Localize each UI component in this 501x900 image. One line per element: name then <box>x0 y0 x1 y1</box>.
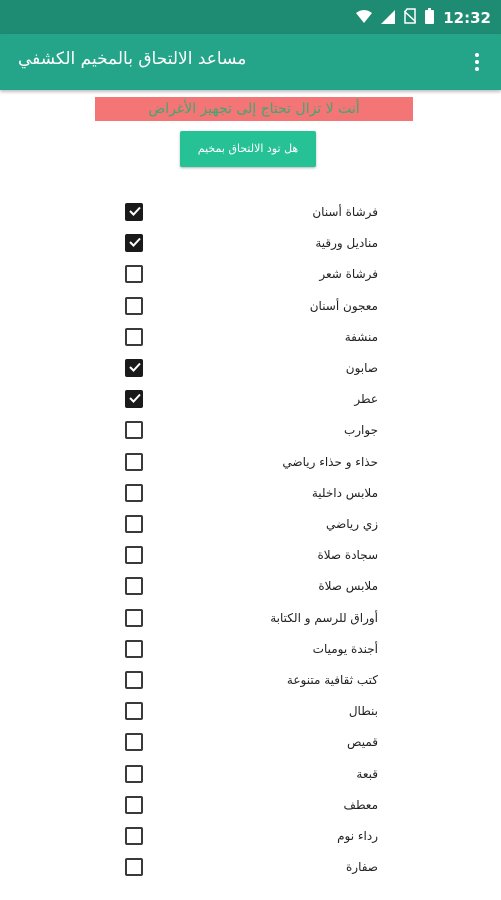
checklist-item-label: منشفة <box>344 329 378 344</box>
unchecked-checkbox[interactable] <box>125 765 143 783</box>
checklist-item-label: ملابس داخلية <box>311 485 378 500</box>
unchecked-checkbox[interactable] <box>125 796 143 814</box>
checklist-item[interactable] <box>0 198 501 229</box>
checklist-item-label: مناديل ورقية <box>315 236 378 251</box>
checklist-item[interactable] <box>0 385 501 416</box>
app-bar <box>0 34 501 90</box>
unchecked-checkbox[interactable] <box>125 702 143 720</box>
checklist-item[interactable] <box>0 292 501 323</box>
checklist-item[interactable] <box>0 541 501 572</box>
checklist-item[interactable] <box>0 229 501 260</box>
warning-banner: أنت لا تزال تحتاج إلى تجهيز الأغراض <box>95 97 413 121</box>
checklist-item[interactable] <box>0 416 501 447</box>
unchecked-checkbox[interactable] <box>125 515 143 533</box>
app-title: مساعد الالتحاق بالمخيم الكشفي <box>18 49 247 69</box>
signal-icon <box>381 9 395 28</box>
unchecked-checkbox[interactable] <box>125 421 143 439</box>
checklist-item[interactable] <box>0 697 501 728</box>
join-camp-button[interactable]: هل تود الالتحاق بمخيم <box>180 131 316 167</box>
checklist-item[interactable] <box>0 666 501 697</box>
unchecked-checkbox[interactable] <box>125 577 143 595</box>
checklist-item[interactable] <box>0 354 501 385</box>
unchecked-checkbox[interactable] <box>125 827 143 845</box>
checklist-item-label: فرشاة شعر <box>319 267 378 282</box>
checklist-item-label: بنطال <box>348 704 378 719</box>
unchecked-checkbox[interactable] <box>125 297 143 315</box>
checklist-item-label: سجادة صلاة <box>317 548 378 563</box>
checklist-item[interactable] <box>0 822 501 853</box>
checklist-item-label: معجون أسنان <box>309 298 378 313</box>
unchecked-checkbox[interactable] <box>125 453 143 471</box>
unchecked-checkbox[interactable] <box>125 640 143 658</box>
checklist-item[interactable] <box>0 791 501 822</box>
checklist-item-label: أوراق للرسم و الكتابة <box>270 610 378 625</box>
checklist-item-label: زي رياضي <box>326 517 378 531</box>
checklist-item[interactable] <box>0 448 501 479</box>
checklist-item-label: رداء نوم <box>337 829 378 843</box>
wifi-icon <box>356 9 372 28</box>
checklist-item[interactable] <box>0 604 501 635</box>
unchecked-checkbox[interactable] <box>125 671 143 689</box>
checked-checkbox[interactable] <box>125 390 143 408</box>
checklist-item[interactable] <box>0 853 501 884</box>
checklist-item-label: عطر <box>354 392 378 407</box>
checked-checkbox[interactable] <box>125 203 143 221</box>
checklist-item-label: صفارة <box>346 860 378 875</box>
checklist-item[interactable] <box>0 479 501 510</box>
checklist-item[interactable] <box>0 728 501 759</box>
status-icons <box>356 8 491 28</box>
checklist-item-label: قميص <box>347 735 378 750</box>
unchecked-checkbox[interactable] <box>125 858 143 876</box>
checklist-item-label: حذاء و حذاء رياضي <box>282 454 378 469</box>
checked-checkbox[interactable] <box>125 234 143 252</box>
checklist-item-label: معطف <box>343 797 378 812</box>
unchecked-checkbox[interactable] <box>125 609 143 627</box>
checklist-item[interactable] <box>0 323 501 354</box>
checklist-item-label: فرشاة أسنان <box>312 205 378 219</box>
unchecked-checkbox[interactable] <box>125 265 143 283</box>
battery-icon <box>425 8 434 28</box>
checklist-item-label: كتب ثقافية متنوعة <box>286 673 378 687</box>
unchecked-checkbox[interactable] <box>125 484 143 502</box>
checklist-item[interactable] <box>0 260 501 291</box>
unchecked-checkbox[interactable] <box>125 328 143 346</box>
no-sim-icon <box>404 8 416 28</box>
checklist-item-label: ملابس صلاة <box>318 579 378 594</box>
unchecked-checkbox[interactable] <box>125 546 143 564</box>
status-bar <box>0 0 501 34</box>
checklist-item[interactable] <box>0 760 501 791</box>
checklist-item[interactable] <box>0 635 501 666</box>
status-time: 12:32 <box>443 9 491 27</box>
checklist-item-label: قبعة <box>356 766 378 781</box>
checklist-item[interactable] <box>0 510 501 541</box>
checklist-item-label: أجندة يوميات <box>312 641 378 656</box>
overflow-menu-icon[interactable] <box>467 50 487 74</box>
checklist-item[interactable] <box>0 572 501 603</box>
checklist-item-label: صابون <box>345 361 378 375</box>
checked-checkbox[interactable] <box>125 359 143 377</box>
checklist-item-label: جوارب <box>343 423 378 438</box>
unchecked-checkbox[interactable] <box>125 733 143 751</box>
